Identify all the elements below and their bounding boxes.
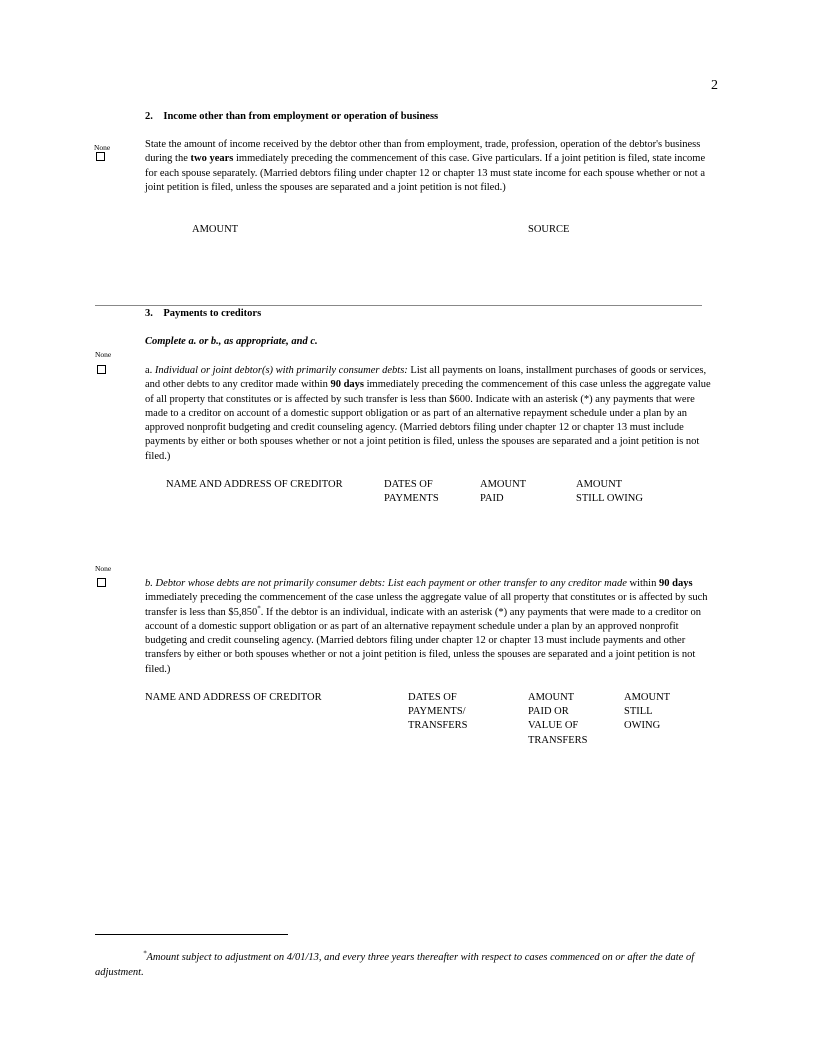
section-3a-col-amount-paid: AMOUNT PAID (480, 479, 527, 505)
section-3a-none-label: None (95, 350, 112, 359)
section-3b-none-label: None (95, 564, 112, 573)
section-3a-col-dates: DATES OF PAYMENTS (384, 479, 439, 505)
section-3b-none-checkbox[interactable] (97, 578, 106, 587)
section-3a-paragraph: a. Individual or joint debtor(s) with primarily consumer debts: List all payments on loans, installment purchases of goods or services, and other debts to any creditor made within 90 days immediately preceding the commencement of this case unless the aggregate value of all property that constitutes or is affected by such transfer is less than $600. Indicate with an asterisk (*) any payments that were made to a creditor on account of a domestic support obligation or as part of an alternative repayment schedule under a plan by an approved nonprofit budgeting and credit counseling agency. (Married debtors filing under chapter 12 or chapter 13 must include payments by either or both spouses whether or not a joint petition is filed, unless the spouses are separated and a joint petition is not filed.) (145, 365, 711, 462)
section-3b-col-creditor: NAME AND ADDRESS OF CREDITOR (145, 692, 322, 703)
section-2-heading: 2. Income other than from employment or operation of business (145, 111, 439, 122)
section-3b-paragraph: b. Debtor whose debts are not primarily consumer debts: List each payment or other transfer to any creditor made within 90 days immediately preceding the commencement of the case unless the aggregate value of all property that constitutes or is affected by such transfer is less than $5,850*. If the debtor is an individual, indicate with an asterisk (*) any payments that were made to a creditor on account of a domestic support obligation or as part of an alternative repayment schedule under a plan by an approved nonprofit budgeting and credit counseling agency. (Married debtors filing under chapter 12 or chapter 13 must include payments and other transfers by either or both spouses whether or not a joint petition is filed, unless the spouses are separated and a joint petition is not filed.) (145, 578, 708, 675)
section-2-none-label: None (94, 143, 111, 152)
column-amount: AMOUNT (192, 224, 239, 235)
section-3b-col-dates: DATES OF PAYMENTS/ TRANSFERS (408, 692, 468, 732)
section-3a-col-amount-owing: AMOUNT STILL OWING (576, 479, 643, 505)
section-2-none-checkbox[interactable] (96, 152, 105, 161)
section-3b-col-amount-paid: AMOUNT PAID OR VALUE OF TRANSFERS (528, 692, 588, 746)
section-3-instruction: Complete a. or b., as appropriate, and c. (145, 336, 318, 347)
section-3a-col-creditor: NAME AND ADDRESS OF CREDITOR (166, 479, 343, 490)
section-3-heading: 3. Payments to creditors (145, 308, 262, 319)
page-number: 2 (711, 78, 718, 93)
section-2-paragraph: State the amount of income received by the debtor other than from employment, trade, profession, operation of the debtor's business during the two years immediately preceding the commencement of this case. Give particulars. If a joint petition is filed, state income for each spouse separately. (Married debtors filing under chapter 12 or chapter 13 must state income for each spouse whether or not a joint petition is filed, unless the spouses are separated and a joint petition is not filed.) (145, 139, 706, 193)
section-3b-col-amount-owing: AMOUNT STILL OWING (624, 692, 671, 732)
column-source: SOURCE (528, 224, 570, 235)
footnote-separator (95, 934, 288, 935)
section-3a-none-checkbox[interactable] (97, 365, 106, 374)
section-divider (95, 305, 702, 306)
footnote: *Amount subject to adjustment on 4/01/13, and every three years thereafter with respect to cases commenced on or after the date of adjustment. (95, 949, 695, 978)
